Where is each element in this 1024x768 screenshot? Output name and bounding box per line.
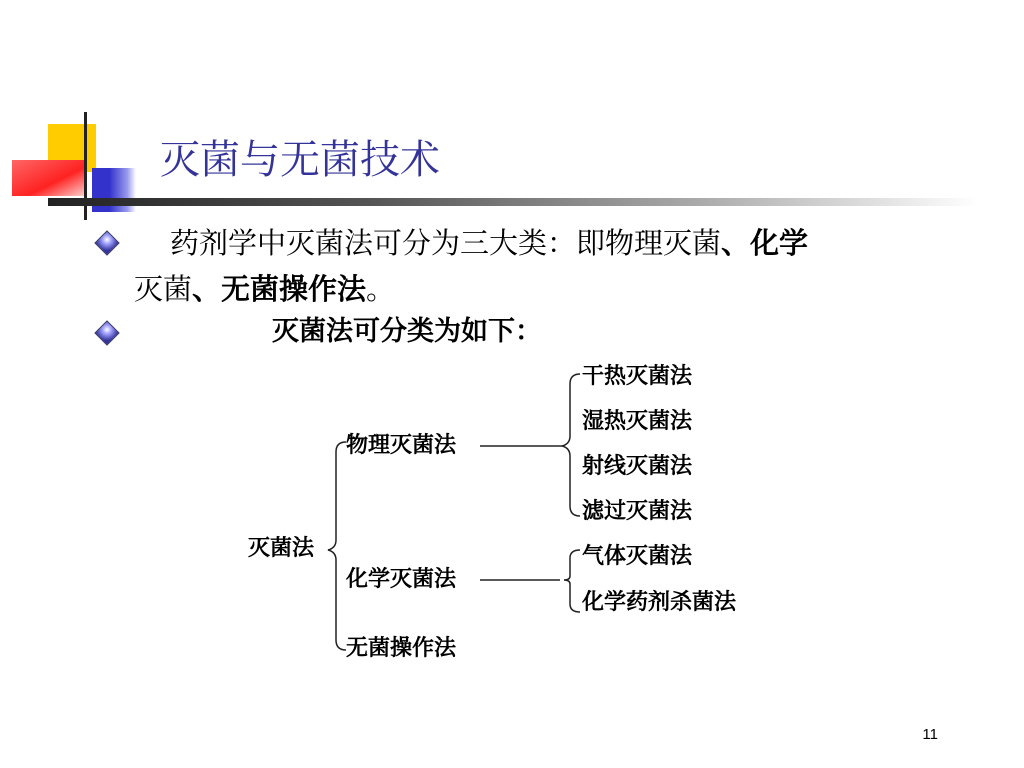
bullet-paragraph-2: 灭菌法可分类为如下： — [272, 316, 542, 347]
diagram-leaf-filtration: 滤过灭菌法 — [582, 499, 693, 524]
diagram-leaf-chemical-agent: 化学药剂杀菌法 — [582, 590, 737, 615]
diagram-branch-physical: 物理灭菌法 — [346, 433, 457, 458]
diagram-root-node: 灭菌法 — [248, 536, 315, 561]
bullet-1-text: 药剂学中灭菌法可分为三大类：即物理灭菌 — [170, 226, 722, 260]
bullet-1-text-2: 灭菌 — [134, 272, 193, 306]
bullet-1-end: 。 — [366, 272, 396, 306]
page-number: 11 — [922, 726, 938, 743]
diagram-leaf-radiation: 射线灭菌法 — [582, 454, 693, 479]
bullet-1-bold-1: 、化学 — [721, 226, 809, 260]
slide-title: 灭菌与无菌技术 — [160, 137, 440, 183]
diagram-branch-aseptic: 无菌操作法 — [346, 636, 457, 661]
diagram-leaf-moist-heat: 湿热灭菌法 — [582, 409, 693, 434]
diagram-branch-chemical: 化学灭菌法 — [346, 567, 457, 592]
bullet-1-bold-2: 、无菌操作法 — [192, 272, 367, 306]
diagram-leaf-gas: 气体灭菌法 — [582, 544, 693, 569]
diagram-leaf-dry-heat: 干热灭菌法 — [582, 364, 693, 389]
